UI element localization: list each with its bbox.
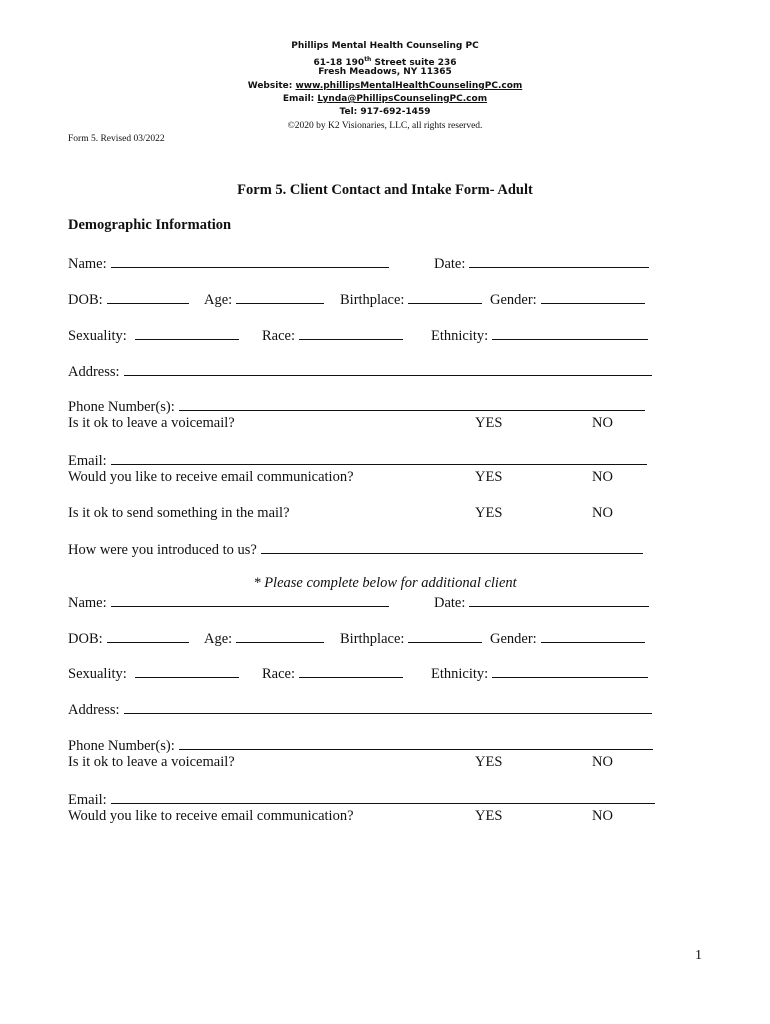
dob-field[interactable]	[68, 290, 189, 309]
additional-client-note: * Please complete below for additional client	[253, 575, 517, 591]
race-line-2[interactable]	[299, 664, 403, 678]
website-link[interactable]: www.phillipsMentalHealthCounselingPC.com	[295, 81, 523, 91]
birthplace-line-2[interactable]	[408, 629, 482, 643]
gender-line-2[interactable]	[541, 629, 645, 643]
birthplace-label: Birthplace:	[340, 292, 405, 308]
birthplace-field-2[interactable]	[340, 629, 482, 648]
dob-line[interactable]	[107, 290, 189, 304]
name-line-2[interactable]	[111, 593, 389, 607]
age-field-2[interactable]	[204, 629, 324, 648]
race-label-2: Race:	[262, 666, 296, 682]
street-suffix: th	[364, 56, 372, 63]
ethnicity-field-2[interactable]	[431, 664, 648, 683]
name-field[interactable]	[68, 254, 389, 273]
age-line[interactable]	[236, 290, 324, 304]
name-label-2: Name:	[68, 595, 107, 611]
date-field[interactable]	[434, 254, 649, 273]
address-field[interactable]	[68, 362, 652, 381]
sexuality-label-2: Sexuality:	[68, 666, 127, 682]
email-line-2[interactable]	[111, 790, 655, 804]
voicemail-yes-2[interactable]: YES	[475, 754, 503, 770]
dob-label-2: DOB:	[68, 631, 103, 647]
gender-field[interactable]	[490, 290, 645, 309]
name-field-2[interactable]	[68, 593, 389, 612]
age-label: Age:	[204, 292, 233, 308]
introduced-field[interactable]	[68, 540, 643, 559]
age-field[interactable]	[204, 290, 324, 309]
address-label: Address:	[68, 364, 120, 380]
address-line[interactable]	[124, 362, 652, 376]
gender-label: Gender:	[490, 292, 537, 308]
sexuality-line-2[interactable]	[135, 664, 239, 678]
sexuality-label: Sexuality:	[68, 328, 127, 344]
age-label-2: Age:	[204, 631, 233, 647]
email-field-label: Email:	[68, 453, 107, 469]
gender-line[interactable]	[541, 290, 645, 304]
form-title: Form 5. Client Contact and Intake Form- Adult	[237, 182, 533, 198]
email-line[interactable]	[111, 451, 647, 465]
age-line-2[interactable]	[236, 629, 324, 643]
ethnicity-field[interactable]	[431, 326, 648, 345]
section-heading: Demographic Information	[68, 217, 232, 233]
email-comm-no[interactable]: NO	[592, 469, 613, 485]
date-label: Date:	[434, 256, 466, 272]
email-link[interactable]: Lynda@PhillipsCounselingPC.com	[317, 94, 488, 104]
mail-yes[interactable]: YES	[475, 505, 503, 521]
voicemail-no-2[interactable]: NO	[592, 754, 613, 770]
race-field[interactable]	[262, 326, 403, 345]
address-field-2[interactable]	[68, 700, 652, 719]
name-line[interactable]	[111, 254, 389, 268]
practice-city: Fresh Meadows, NY 11365	[318, 67, 452, 77]
email-comm-no-2[interactable]: NO	[592, 808, 613, 824]
email-label: Email:	[282, 94, 318, 104]
mail-question: Is it ok to send something in the mail?	[68, 505, 290, 521]
dob-line-2[interactable]	[107, 629, 189, 643]
date-field-2[interactable]	[434, 593, 649, 612]
sexuality-field[interactable]	[68, 326, 239, 345]
birthplace-field[interactable]	[340, 290, 482, 309]
ethnicity-label: Ethnicity:	[431, 328, 489, 344]
email-comm-question-2: Would you like to receive email communication?	[68, 808, 354, 824]
practice-website-line	[0, 80, 770, 93]
introduced-line[interactable]	[261, 540, 643, 554]
sexuality-field-2[interactable]	[68, 664, 239, 683]
practice-email-line	[0, 93, 770, 106]
sexuality-line[interactable]	[135, 326, 239, 340]
phone-label: Phone Number(s):	[68, 399, 175, 415]
gender-field-2[interactable]	[490, 629, 645, 648]
race-label: Race:	[262, 328, 296, 344]
website-label: Website:	[247, 81, 296, 91]
page-number: 1	[695, 948, 702, 963]
ethnicity-line[interactable]	[492, 326, 648, 340]
address-line-2[interactable]	[124, 700, 652, 714]
race-field-2[interactable]	[262, 664, 403, 683]
date-label-2: Date:	[434, 595, 466, 611]
name-label: Name:	[68, 256, 107, 272]
phone-line[interactable]	[179, 397, 645, 411]
street-number: 61-18 190	[313, 58, 365, 68]
birthplace-line[interactable]	[408, 290, 482, 304]
practice-tel: Tel: 917-692-1459	[339, 107, 431, 117]
voicemail-yes[interactable]: YES	[475, 415, 503, 431]
copyright: ©2020 by K2 Visionaries, LLC, all rights reserved.	[287, 121, 483, 131]
gender-label-2: Gender:	[490, 631, 537, 647]
ethnicity-line-2[interactable]	[492, 664, 648, 678]
ethnicity-label-2: Ethnicity:	[431, 666, 489, 682]
birthplace-label-2: Birthplace:	[340, 631, 405, 647]
voicemail-no[interactable]: NO	[592, 415, 613, 431]
date-line-2[interactable]	[469, 593, 649, 607]
introduced-label: How were you introduced to us?	[68, 542, 257, 558]
date-line[interactable]	[469, 254, 649, 268]
revision-note: Form 5. Revised 03/2022	[68, 134, 165, 144]
race-line[interactable]	[299, 326, 403, 340]
voicemail-question-2: Is it ok to leave a voicemail?	[68, 754, 235, 770]
email-comm-question: Would you like to receive email communication?	[68, 469, 354, 485]
phone-label-2: Phone Number(s):	[68, 738, 175, 754]
address-label-2: Address:	[68, 702, 120, 718]
voicemail-question: Is it ok to leave a voicemail?	[68, 415, 235, 431]
dob-field-2[interactable]	[68, 629, 189, 648]
phone-line-2[interactable]	[179, 736, 653, 750]
street-rest: Street suite 236	[371, 58, 457, 68]
practice-name: Phillips Mental Health Counseling PC	[291, 41, 479, 51]
email-comm-yes[interactable]: YES	[475, 469, 503, 485]
email-field-label-2: Email:	[68, 792, 107, 808]
mail-no[interactable]: NO	[592, 505, 613, 521]
dob-label: DOB:	[68, 292, 103, 308]
email-comm-yes-2[interactable]: YES	[475, 808, 503, 824]
